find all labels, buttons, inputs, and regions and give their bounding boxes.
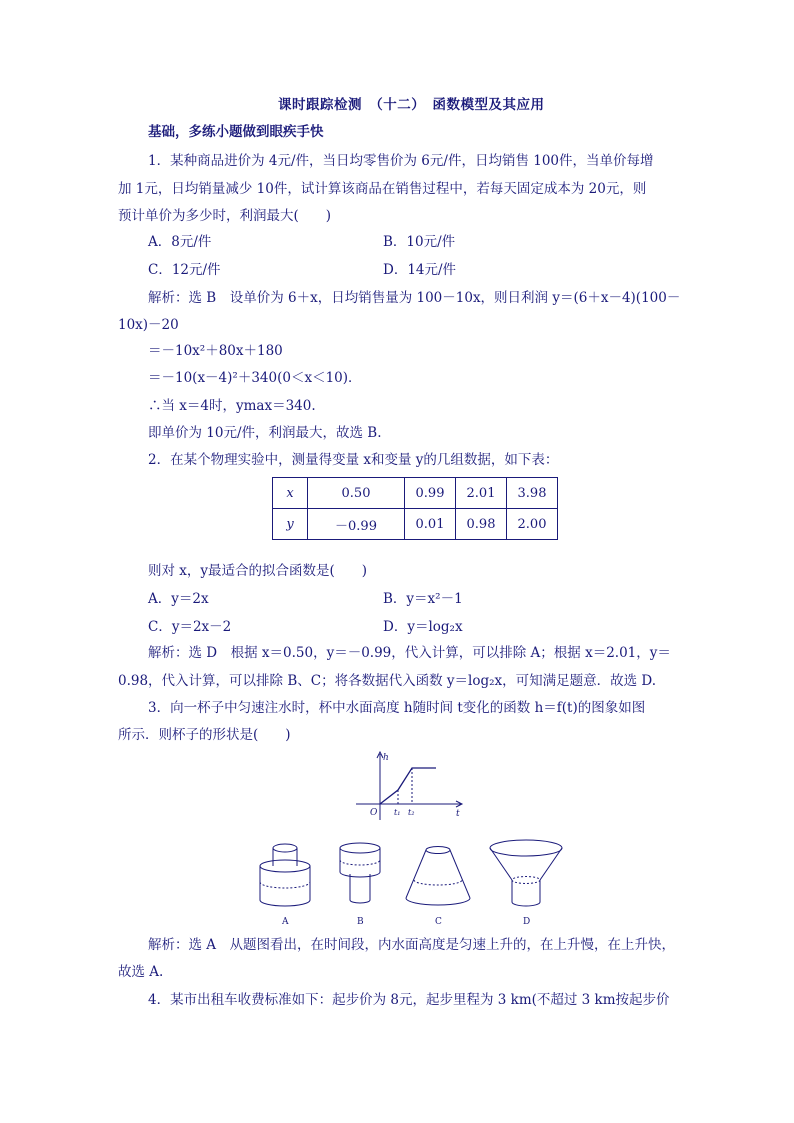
cup-d-shape	[490, 840, 562, 906]
t2-label: t₂	[408, 808, 415, 817]
t-label: t	[456, 809, 460, 819]
cup-b-label: B	[357, 917, 364, 927]
q1-solution-4: ＝－10(x－4)²＋340(0＜x＜10)．	[148, 370, 362, 386]
table-cell: 0.50	[308, 478, 405, 509]
q1-option-d: D．14元/件	[383, 262, 457, 278]
cup-c-shape	[406, 847, 470, 906]
table-cell: 2.01	[456, 478, 507, 509]
q1-option-b: B．10元/件	[383, 234, 456, 250]
t1-label: t₁	[394, 808, 401, 817]
table-cell: y	[273, 509, 308, 540]
cup-a-label: A	[282, 917, 289, 927]
table-cell: 0.99	[405, 478, 456, 509]
q1-solution-3: ＝－10x²＋80x＋180	[148, 343, 283, 359]
h-label: h	[383, 753, 389, 763]
section-heading: 基础，多练小题做到眼疾手快	[148, 124, 324, 140]
q2-solution-2: 0.98，代入计算，可以排除 B、C；将各数据代入函数 y＝log₂x，可知满足题意．故选 D.	[118, 673, 657, 689]
q1-solution-2: 10x)－20	[118, 317, 179, 333]
q1-line-1: 1．某种商品进价为 4元/件，当日均零售价为 6元/件，日均销售 100件，当单价每增	[148, 153, 654, 169]
function-graph	[350, 748, 470, 822]
q3-solution-1: 解析：选 A 从题图看出，在时间段，内水面高度是匀速上升的，在上升慢，在上升快，	[148, 937, 676, 953]
q2-option-a: A．y＝2x	[148, 591, 209, 607]
q1-line-2: 加 1元，日均销量减少 10件，试计算该商品在销售过程中，若每天固定成本为 20元，则	[118, 181, 647, 197]
table-cell: x	[273, 478, 308, 509]
q1-option-a: A．8元/件	[148, 234, 212, 250]
q1-solution-5: ∴当 x＝4时，ymax＝340.	[148, 398, 316, 414]
q2-ask: 则对 x，y最适合的拟合函数是( )	[148, 563, 368, 579]
cup-c-label: C	[435, 917, 442, 927]
q2-option-b: B．y＝x²－1	[383, 591, 463, 607]
q3-line-2: 所示．则杯子的形状是( )	[118, 727, 291, 743]
origin-label: O	[370, 808, 378, 818]
cup-a-shape	[260, 844, 310, 906]
q1-line-3: 预计单价为多少时，利润最大( )	[118, 208, 332, 224]
table-row	[273, 478, 558, 509]
q3-solution-2: 故选 A.	[118, 964, 164, 980]
cup-shapes	[248, 838, 578, 930]
q2-stem: 2．在某个物理实验中，测量得变量 x和变量 y的几组数据，如下表：	[148, 452, 559, 468]
q2-solution-1: 解析：选 D 根据 x＝0.50，y＝－0.99，代入计算，可以排除 A；根据 x＝2.01，y＝	[148, 645, 671, 661]
q1-solution-1: 解析：选 B 设单价为 6＋x，日均销售量为 100－10x，则日利润 y＝(6＋x－4)(100－	[148, 290, 681, 306]
cup-d-label: D	[523, 917, 531, 927]
table-row	[273, 509, 558, 540]
table-cell: 0.01	[405, 509, 456, 540]
q2-option-d: D．y＝log₂x	[383, 619, 463, 635]
table-cell: －0.99	[308, 509, 405, 540]
graph-curve	[380, 768, 436, 804]
q1-solution-6: 即单价为 10元/件，利润最大，故选 B.	[148, 425, 382, 441]
q4-line-1: 4．某市出租车收费标准如下：起步价为 8元，起步里程为 3 km(不超过 3 km按起步价	[148, 992, 670, 1008]
q2-option-c: C．y＝2x－2	[148, 619, 232, 635]
table-cell: 0.98	[456, 509, 507, 540]
page-title: 课时跟踪检测 （十二） 函数模型及其应用	[278, 97, 545, 113]
data-table	[272, 477, 558, 540]
q3-line-1: 3．向一杯子中匀速注水时，杯中水面高度 h随时间 t变化的函数 h＝f(t)的图象如图	[148, 700, 646, 716]
table-cell: 2.00	[507, 509, 558, 540]
cup-b-shape	[340, 843, 380, 903]
q1-option-c: C．12元/件	[148, 262, 221, 278]
table-cell: 3.98	[507, 478, 558, 509]
